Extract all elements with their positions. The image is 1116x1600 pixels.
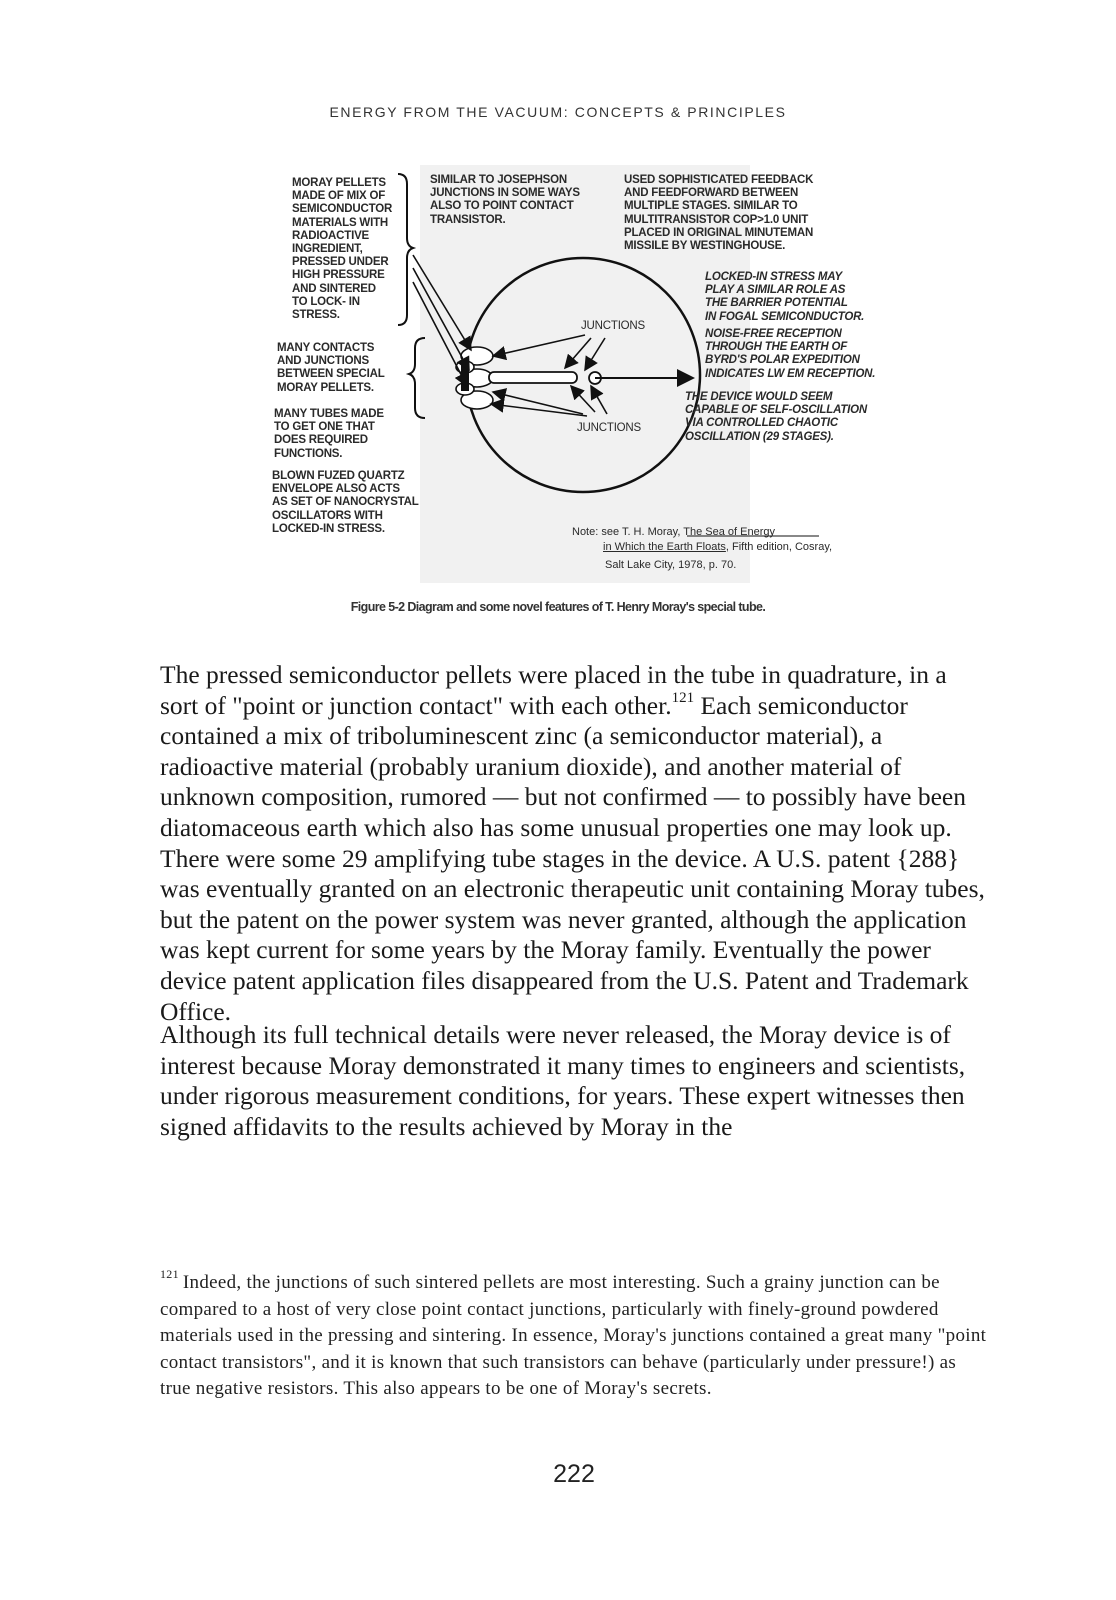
label-many-contacts: MANY CONTACTS AND JUNCTIONS BETWEEN SPECIAL MORAY PELLETS.: [277, 342, 385, 394]
note-prefix: Note: see T. H. Moray, T: [572, 526, 690, 538]
paragraph-1-text-b: Each semiconductor contained a mix of triboluminescent zinc (a semiconductor material), a radioactive material (probably uranium dioxide), and another material of unknown composition, rumored — but not confirmed — to possibly have been diatomaceous earth which also has some unusual properties one may look up. There were some 29 amplifying tube stages in the device. A U.S. patent {288} was eventually granted on an electronic therapeutic unit containing Moray tubes, but the patent on the power system was never granted, although the application was kept current for some years by the Moray family. Eventually the power device patent application files disappeared from the U.S. Patent and Trademark Office.: [160, 690, 985, 1026]
label-feedback: USED SOPHISTICATED FEEDBACK AND FEEDFORWARD BETWEEN MULTIPLE STAGES. SIMILAR TO MULTITRANSISTOR COP>1.0 UNIT PLACED IN ORIGINAL MINUTEMAN MISSILE BY WESTINGHOUSE.: [624, 174, 814, 253]
figure-note-line-2: [603, 541, 832, 553]
page-number: 222: [553, 1460, 595, 1488]
label-quartz-envelope: BLOWN FUZED QUARTZ ENVELOPE ALSO ACTS AS SET OF NANOCRYSTAL OSCILLATORS WITH LOCKED-IN STRESS.: [272, 470, 419, 535]
label-junctions-top: JUNCTIONS: [581, 320, 646, 332]
figure-note-line-1: [572, 526, 775, 538]
footnote: [160, 1266, 990, 1403]
footnote-text: Indeed, the junctions of such sintered pellets are most interesting. Such a grainy junction can be compared to a host of very close point contact junctions, particularly with finely-ground powdered materials used in the pressing and sintering. In essence, Moray's junctions contained a great many "point contact transistors", and it is known that such transistors can behave (particularly under pressure!) as true negative resistors. This also appears to be one of Moray's secrets.: [160, 1272, 987, 1399]
paragraph-2: Although its full technical details were never released, the Moray device is of interest because Moray demonstrated it many times to engineers and scientists, under rigorous measurement conditions, for years. These expert witnesses then signed affidavits to the results achieved by Moray in the: [160, 1020, 966, 1141]
paragraph-1-text-a: The pressed semiconductor pellets were placed in the tube in quadrature, in a sort of "point or junction contact" with each other.: [160, 660, 947, 720]
label-self-oscillation: THE DEVICE WOULD SEEM CAPABLE OF SELF-OSCILLATION VIA CONTROLLED CHAOTIC OSCILLATION (29 STAGES).: [685, 391, 867, 443]
brace-pellets: [398, 174, 413, 325]
moray-tube-figure: [265, 160, 905, 585]
label-many-tubes: MANY TUBES MADE TO GET ONE THAT DOES REQUIRED FUNCTIONS.: [274, 408, 384, 460]
figure-caption: Figure 5-2 Diagram and some novel features of T. Henry Moray's special tube.: [350, 600, 766, 614]
note-suffix: , Fifth edition, Cosray,: [725, 541, 833, 553]
footnote-reference: 121: [671, 690, 695, 707]
running-head: ENERGY FROM THE VACUUM: CONCEPTS & PRINCIPLES: [329, 104, 787, 120]
electrode-left: [489, 372, 577, 383]
note-title-part-1: he Sea of Energy: [690, 526, 776, 538]
figure-note-line-3: Salt Lake City, 1978, p. 70.: [605, 559, 737, 571]
label-moray-pellets: MORAY PELLETS MADE OF MIX OF SEMICONDUCTOR MATERIALS WITH RADIOACTIVE INGREDIENT, PRESSED UNDER HIGH PRESSURE AND SINTERED TO LOCK- IN STRESS.: [292, 177, 393, 322]
label-locked-stress: LOCKED-IN STRESS MAY PLAY A SIMILAR ROLE AS THE BARRIER POTENTIAL IN FOGAL SEMICONDUCTOR.: [705, 271, 865, 323]
label-junctions-bottom: JUNCTIONS: [577, 422, 642, 434]
note-title-part-2: in Which the Earth Floats: [603, 541, 726, 553]
footnote-number: 121: [160, 1266, 179, 1281]
brace-contacts: [409, 338, 425, 418]
paragraph-1: [160, 660, 990, 1027]
label-noise-free: NOISE-FREE RECEPTION THROUGH THE EARTH OF BYRD'S POLAR EXPEDITION INDICATES LW EM RECEPTION.: [705, 328, 876, 380]
label-josephson: SIMILAR TO JOSEPHSON JUNCTIONS IN SOME WAYS ALSO TO POINT CONTACT TRANSISTOR.: [430, 174, 580, 226]
